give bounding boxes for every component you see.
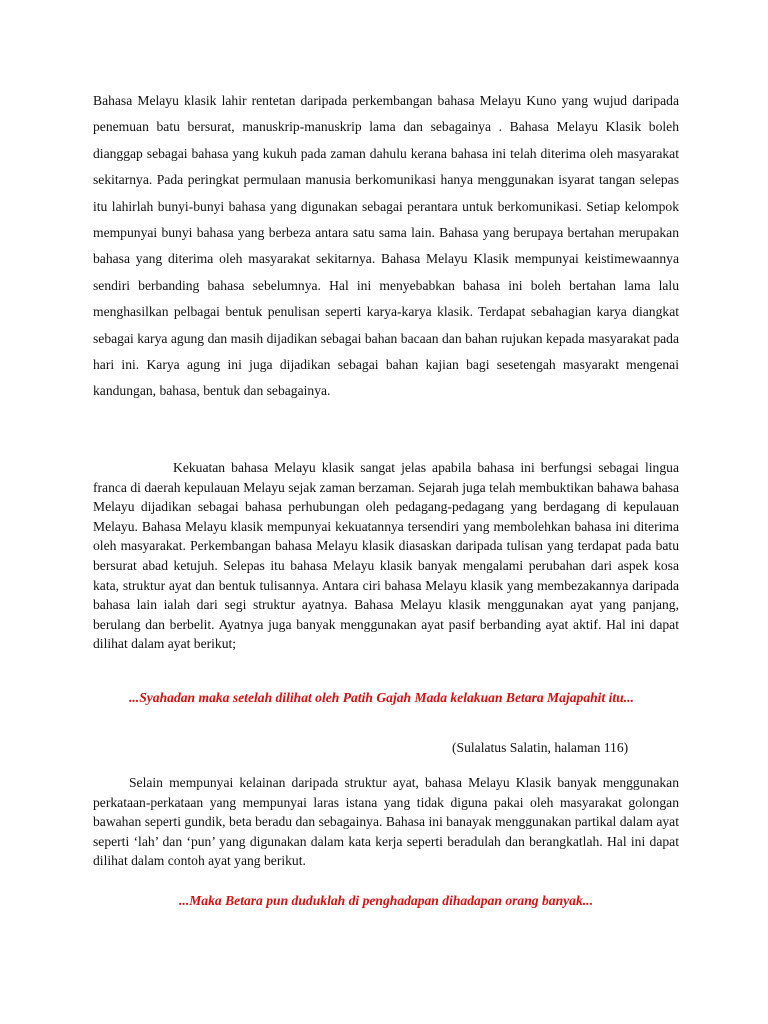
paragraph-1: Bahasa Melayu klasik lahir rentetan daripada perkembangan bahasa Melayu Kuno yang wujud daripada penemuan batu bersurat, manuskrip-manuskrip lama dan sebagainya . Bahasa Melayu Klasik boleh dianggap sebagai bahasa yang kukuh pada zaman dahulu kerana bahasa ini telah diterima oleh masyarakat sekitarnya. Pada peringkat permulaan manusia berkomunikasi hanya menggunakan isyarat tangan selepas itu lahirlah bunyi-bunyi bahasa yang digunakan sebagai perantara untuk berkomunikasi. Setiap kelompok mempunyai bunyi bahasa yang berbeza antara satu sama lain. Bahasa yang berupaya bertahan merupakan bahasa yang diterima oleh masyarakat sekitarnya. Bahasa Melayu Klasik mempunyai keistimewaannya sendiri berbanding bahasa sebelumnya. Hal ini menyebabkan bahasa ini boleh bertahan lama lalu menghasilkan pelbagai bentuk penulisan seperti karya-karya klasik. Terdapat sebahagian karya diangkat sebagai karya agung dan masih dijadikan sebagai bahan bacaan dan bahan rujukan kepada masyarakat pada hari ini. Karya agung ini juga dijadikan sebagai bahan kajian bagi sesetengah masyarakt mengenai kandungan, bahasa, bentuk dan sebagainya. [93, 93, 679, 399]
paragraph-2 [93, 458, 679, 654]
quote-1-text: ...Syahadan maka setelah dilihat oleh Patih Gajah Mada kelakuan Betara Majapahit itu... [129, 690, 634, 705]
paragraph-2-text: Kekuatan bahasa Melayu klasik sangat jelas apabila bahasa ini berfungsi sebagai lingua franca di daerah kepulauan Melayu sejak zaman berzaman. Sejarah juga telah membuktikan bahawa bahasa Melayu dijadikan sebagai bahasa perhubungan oleh pedagang-pedagang yang berdagang di kepulauan Melayu. Bahasa Melayu klasik mempunyai kekuatannya tersendiri yang membolehkan bahasa ini diterima oleh masyarakat. Perkembangan bahasa Melayu klasik diasaskan daripada tulisan yang terdapat pada batu bersurat abad ketujuh. Selepas itu bahasa Melayu klasik banyak mengalami perubahan dari aspek kosa kata, struktur ayat dan bentuk tulisannya. Antara ciri bahasa Melayu klasik yang membezakannya daripada bahasa lain ialah dari segi struktur ayatnya. Bahasa Melayu klasik menggunakan ayat yang panjang, berulang dan berbelit. Ayatnya juga banyak menggunakan ayat pasif berbanding ayat aktif. Hal ini dapat dilihat dalam ayat berikut; [93, 460, 679, 652]
quote-1 [93, 688, 679, 708]
paragraph-3 [93, 773, 679, 871]
quote-2: ...Maka Betara pun duduklah di penghadapan dihadapan orang banyak... [179, 893, 593, 908]
citation-1: (Sulalatus Salatin, halaman 116) [452, 740, 629, 755]
paragraph-3-text: Selain mempunyai kelainan daripada struktur ayat, bahasa Melayu Klasik banyak menggunakan perkataan-perkataan yang mempunyai laras istana yang tidak diguna pakai oleh masyarakat golongan bawahan seperti gundik, beta beradu dan sebagainya. Bahasa ini banayak menggunakan partikal dalam ayat seperti ‘lah’ dan ‘pun’ yang digunakan dalam kata kerja seperti beradulah dan berangkatlah. Hal ini dapat dilihat dalam contoh ayat yang berikut. [93, 775, 679, 869]
